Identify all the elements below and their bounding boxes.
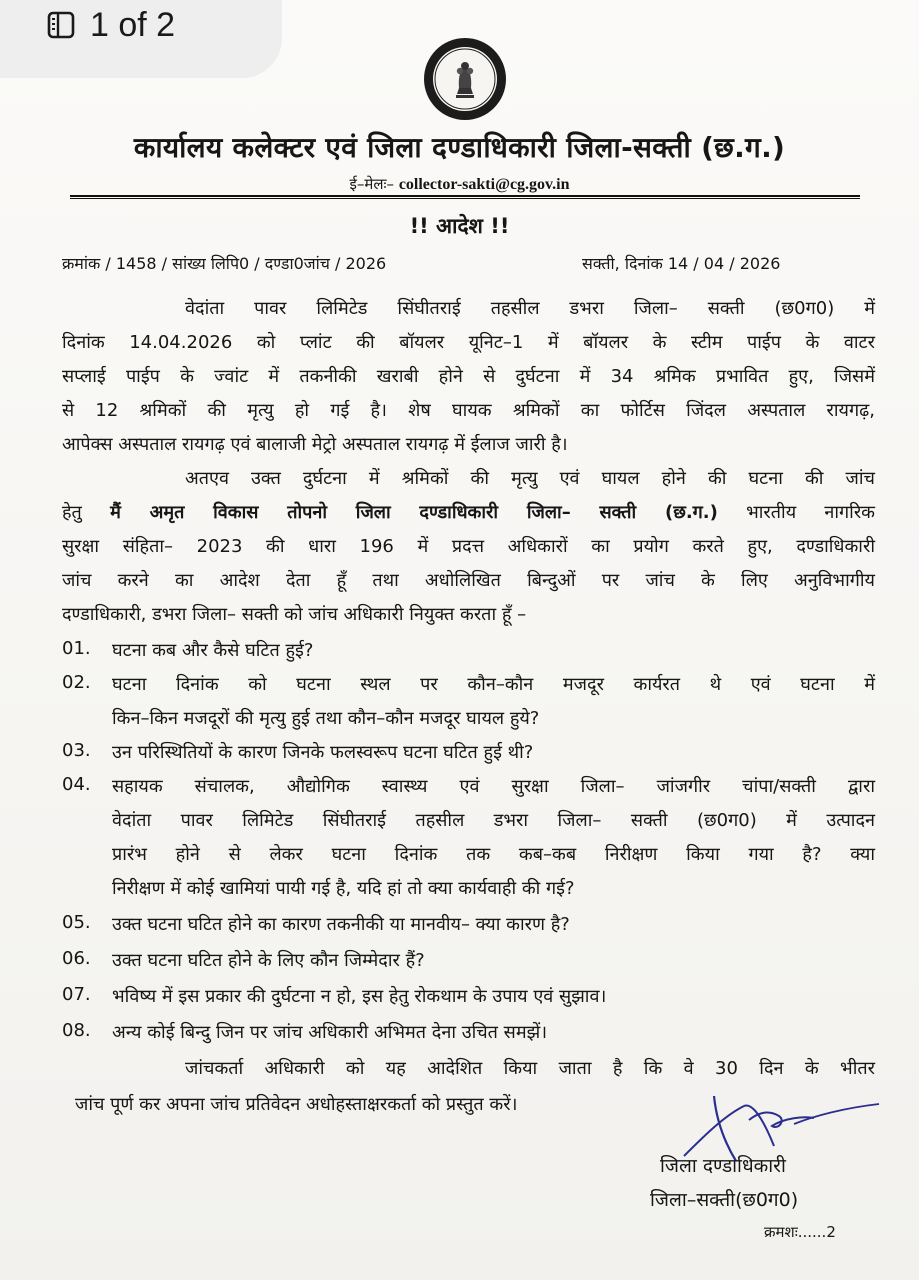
closing-line: जांचकर्ता अधिकारी को यह आदेशित किया जाता है कि वे 30 दिन के भीतर	[185, 1058, 875, 1079]
para2-line-officer	[62, 500, 875, 524]
point-text: घटना दिनांक को घटना स्थल पर कौन–कौन मजदूर कार्यरत थे एवं घटना में	[112, 674, 875, 695]
continued-marker: क्रमशः......2	[764, 1223, 836, 1241]
para2-text: हेतु	[62, 502, 82, 523]
point-text: उक्त घटना घटित होने के लिए कौन जिम्मेदार हैं?	[112, 950, 425, 971]
order-place-date: सक्ती, दिनांक 14 / 04 / 2026	[582, 254, 781, 273]
order-title: !! आदेश !!	[409, 214, 510, 238]
order-reference-number: क्रमांक / 1458 / सांख्य लिपि0 / दण्डा0जांच / 2026	[62, 254, 387, 273]
email-line	[0, 174, 919, 194]
email-address[interactable]: collector-sakti@cg.gov.in	[398, 176, 570, 193]
point-text: वेदांता पावर लिमिटेड सिंघीतराई तहसील डभरा जिला– सक्ती (छ0ग0) में उत्पादन	[112, 810, 875, 831]
point-number: 01.	[62, 638, 91, 659]
para2-line: दण्डाधिकारी, डभरा जिला– सक्ती को जांच अधिकारी नियुक्त करता हूँ –	[62, 604, 527, 625]
para1-line: सप्लाई पाईप के ज्वांट में तकनीकी खराबी होने से दुर्घटना में 34 श्रमिक प्रभावित हुए, जिसमें	[62, 366, 875, 387]
para2-line: सुरक्षा संहिता– 2023 की धारा 196 में प्रदत्त अधिकारों का प्रयोग करते हुए, दण्डाधिकारी	[62, 536, 875, 557]
closing-line: जांच पूर्ण कर अपना जांच प्रतिवेदन अधोहस्ताक्षरकर्ता को प्रस्तुत करें।	[75, 1094, 518, 1115]
point-text: उन परिस्थितियों के कारण जिनके फलस्वरूप घटना घटित हुई थी?	[112, 742, 534, 763]
para1-line: आपेक्स अस्पताल रायगढ़ एवं बालाजी मेट्रो अस्पताल रायगढ़ में ईलाज जारी है।	[62, 434, 568, 455]
page-indicator-bar[interactable]	[0, 0, 282, 78]
para1-line: दिनांक 14.04.2026 को प्लांट की बॉयलर यूनिट–1 में बॉयलर के स्टीम पाईप के वाटर	[62, 332, 875, 353]
signatory-designation: जिला दण्डाधिकारी	[660, 1155, 786, 1177]
point-number: 06.	[62, 948, 91, 969]
office-title: कार्यालय कलेक्टर एवं जिला दण्डाधिकारी जिला-सक्ती (छ.ग.)	[133, 131, 786, 164]
header-rule-thin	[70, 198, 860, 199]
point-number: 05.	[62, 912, 91, 933]
para2-text: भारतीय नागरिक	[746, 502, 876, 523]
para2-line: जांच करने का आदेश देता हूँ तथा अधोलिखित बिन्दुओं पर जांच के लिए अनुविभागीय	[62, 570, 875, 591]
para1-line: वेदांता पावर लिमिटेड सिंघीतराई तहसील डभरा जिला– सक्ती (छ0ग0) में	[185, 298, 875, 319]
page-indicator-text: 1 of 2	[90, 5, 176, 44]
point-number: 07.	[62, 984, 91, 1005]
point-text: किन–किन मजदूरों की मृत्यु हुई तथा कौन–कौन मजदूर घायल हुये?	[112, 708, 540, 729]
point-text: भविष्य में इस प्रकार की दुर्घटना न हो, इस हेतु रोकथाम के उपाय एवं सुझाव।	[112, 986, 607, 1007]
point-text: प्रारंभ होने से लेकर घटना दिनांक तक कब–कब निरीक्षण किया गया है? क्या	[112, 844, 875, 865]
para1-line: से 12 श्रमिकों की मृत्यु हो गई है। शेष घायक श्रमिकों का फोर्टिस जिंदल अस्पताल रायगढ़,	[62, 400, 875, 421]
state-emblem-seal	[422, 36, 508, 122]
point-number: 08.	[62, 1020, 91, 1041]
point-number: 02.	[62, 672, 91, 693]
officer-name: मैं अमृत विकास तोपनो जिला दण्डाधिकारी जिला– सक्ती (छ.ग.)	[110, 502, 718, 523]
para2-line: अतएव उक्त दुर्घटना में श्रमिकों की मृत्यु एवं घायल होने की घटना की जांच	[185, 468, 875, 489]
document-pages-icon	[46, 10, 76, 40]
point-number: 03.	[62, 740, 91, 761]
point-text: निरीक्षण में कोई खामियां पायी गई है, यदि हां तो क्या कार्यवाही की गई?	[112, 878, 575, 899]
point-text: सहायक संचालक, औद्योगिक स्वास्थ्य एवं सुरक्षा जिला– जांजगीर चांपा/सक्ती द्वारा	[112, 776, 875, 797]
signatory-district: जिला–सक्ती(छ0ग0)	[650, 1189, 799, 1211]
header-rule	[70, 195, 860, 197]
point-number: 04.	[62, 774, 91, 795]
point-text: उक्त घटना घटित होने का कारण तकनीकी या मानवीय– क्या कारण है?	[112, 914, 570, 935]
point-text: अन्य कोई बिन्दु जिन पर जांच अधिकारी अभिमत देना उचित समझें।	[112, 1022, 548, 1043]
point-text: घटना कब और कैसे घटित हुई?	[112, 640, 314, 661]
email-label: ई–मेलः–	[349, 175, 395, 193]
